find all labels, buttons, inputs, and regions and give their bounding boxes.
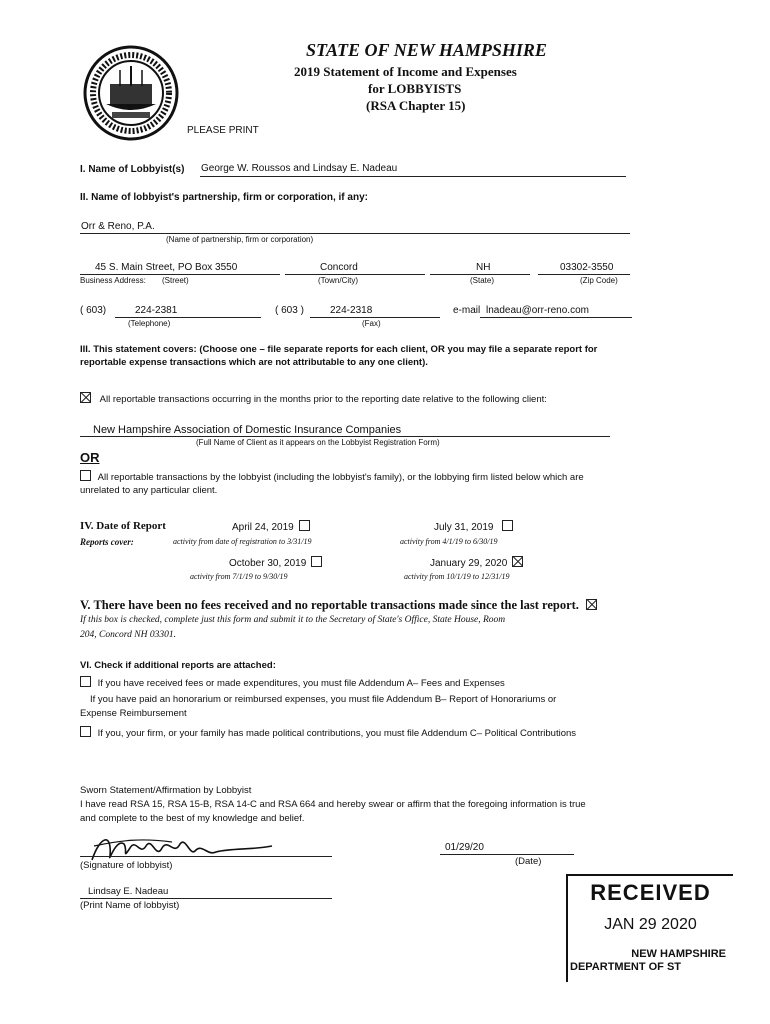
state-seal xyxy=(82,44,180,142)
document-title: STATE OF NEW HAMPSHIRE xyxy=(306,40,547,60)
phone-area-code: ( 603) xyxy=(80,305,107,316)
signature-date-value[interactable]: 01/29/20 xyxy=(445,842,484,853)
unrelated-option-label-2: unrelated to any particular client. xyxy=(80,485,218,496)
signature-caption: (Signature of lobbyist) xyxy=(80,860,173,871)
report-date-jan-activity: activity from 10/1/19 to 12/31/19 xyxy=(404,572,510,581)
street-caption: (Street) xyxy=(162,276,189,285)
statement-covers-text: III. This statement covers: (Choose one – file separate reports for each client, OR you may file a separate report for xyxy=(80,344,598,355)
report-date-jul-label: July 31, 2019 xyxy=(434,522,494,533)
document-subtitle-lobbyists: for LOBBYISTS xyxy=(368,81,462,96)
addendum-c-checkbox[interactable] xyxy=(80,726,91,737)
city-value[interactable]: Concord xyxy=(320,262,358,273)
report-date-jan[interactable] xyxy=(430,556,525,569)
addendum-a-option[interactable] xyxy=(78,676,505,689)
sworn-heading: Sworn Statement/Affirmation by Lobbyist xyxy=(80,785,252,796)
unrelated-option-checkbox[interactable] xyxy=(80,470,91,481)
print-name-caption: (Print Name of lobbyist) xyxy=(80,900,180,911)
addendum-a-label: If you have received fees or made expenditures, you must file Addendum A– Fees and Expenses xyxy=(97,678,505,689)
stamp-new-hampshire: NEW HAMPSHIRE xyxy=(631,948,726,960)
print-name-value[interactable]: Lindsay E. Nadeau xyxy=(88,886,169,897)
addendum-c-option[interactable] xyxy=(78,726,576,739)
firm-name-label: II. Name of lobbyist's partnership, firm or corporation, if any: xyxy=(80,192,368,203)
report-date-oct-checkbox[interactable] xyxy=(311,556,322,567)
client-option-checkbox[interactable] xyxy=(80,392,91,403)
phone-value[interactable]: 224-2381 xyxy=(135,305,178,316)
lobbyist-name-label: I. Name of Lobbyist(s) xyxy=(80,164,185,175)
no-fees-checkbox[interactable] xyxy=(586,599,597,610)
report-date-oct-label: October 30, 2019 xyxy=(229,558,307,569)
fax-value[interactable]: 224-2318 xyxy=(330,305,373,316)
unrelated-option-label: All reportable transactions by the lobbyist (including the lobbyist's family), or the lobbying firm listed below which are xyxy=(97,472,584,483)
no-fees-statement[interactable] xyxy=(80,598,599,613)
client-name-value[interactable]: New Hampshire Association of Domestic Insurance Companies xyxy=(93,424,402,436)
report-date-apr[interactable] xyxy=(232,520,312,533)
no-fees-note-2: 204, Concord NH 03301. xyxy=(80,630,176,640)
or-divider: OR xyxy=(80,450,100,465)
report-date-apr-label: April 24, 2019 xyxy=(232,522,294,533)
report-date-oct[interactable] xyxy=(229,556,324,569)
report-date-jul-checkbox[interactable] xyxy=(502,520,513,531)
addendum-c-label: If you, your firm, or your family has made political contributions, you must file Addendum C– Political Contributions xyxy=(97,728,577,739)
report-date-apr-activity: activity from date of registration to 3/31/19 xyxy=(173,537,312,546)
street-value[interactable]: 45 S. Main Street, PO Box 3550 xyxy=(95,262,238,273)
date-of-report-label: IV. Date of Report xyxy=(80,520,166,532)
received-stamp xyxy=(566,874,733,982)
report-date-oct-activity: activity from 7/1/19 to 9/30/19 xyxy=(190,572,288,581)
email-label: e-mail xyxy=(453,305,481,316)
state-value[interactable]: NH xyxy=(476,262,491,273)
unrelated-option[interactable] xyxy=(78,470,584,483)
fax-area-code: ( 603 ) xyxy=(275,305,304,316)
firm-name-value[interactable]: Orr & Reno, P.A. xyxy=(81,221,155,232)
document-subtitle-rsa: (RSA Chapter 15) xyxy=(366,98,466,113)
no-fees-note: If this box is checked, complete just this form and submit it to the Secretary of State's Office, State House, Room xyxy=(80,615,506,625)
report-date-jan-checkbox[interactable] xyxy=(512,556,523,567)
statement-covers-text-2: reportable expense transactions which are not attributable to any one client). xyxy=(80,357,428,368)
report-date-jan-label: January 29, 2020 xyxy=(430,558,508,569)
addendum-b-label-2: Expense Reimbursement xyxy=(80,708,187,719)
stamp-received: RECEIVED xyxy=(590,880,711,905)
zip-caption: (Zip Code) xyxy=(580,276,618,285)
addendum-a-checkbox[interactable] xyxy=(80,676,91,687)
stamp-date: JAN 29 2020 xyxy=(604,916,697,933)
report-date-jul[interactable] xyxy=(434,520,515,533)
lobbyist-name-value[interactable]: George W. Roussos and Lindsay E. Nadeau xyxy=(201,163,398,174)
client-name-caption: (Full Name of Client as it appears on the Lobbyist Registration Form) xyxy=(196,438,440,447)
sworn-text-2: and complete to the best of my knowledge and belief. xyxy=(80,813,305,824)
client-option[interactable] xyxy=(78,392,547,405)
client-option-label: All reportable transactions occurring in the months prior to the reporting date relative to the following client: xyxy=(99,394,547,405)
firm-name-caption: (Name of partnership, firm or corporation) xyxy=(166,235,314,244)
report-date-jul-activity: activity from 4/1/19 to 6/30/19 xyxy=(400,537,498,546)
business-address-caption: Business Address: xyxy=(80,276,146,285)
please-print-label: PLEASE PRINT xyxy=(187,125,259,136)
stamp-department: DEPARTMENT OF ST xyxy=(570,961,682,973)
no-fees-statement-label: V. There have been no fees received and no reportable transactions made since the last report. xyxy=(80,598,579,612)
report-date-apr-checkbox[interactable] xyxy=(299,520,310,531)
document-subtitle: 2019 Statement of Income and Expenses xyxy=(294,64,517,79)
state-seal-icon xyxy=(82,44,180,142)
city-caption: (Town/City) xyxy=(318,276,359,285)
telephone-caption: (Telephone) xyxy=(128,319,171,328)
sworn-text: I have read RSA 15, RSA 15-B, RSA 14-C and RSA 664 and hereby swear or affirm that the foregoing information is true xyxy=(80,799,586,810)
reports-cover-label: Reports cover: xyxy=(80,537,134,547)
additional-reports-label: VI. Check if additional reports are attached: xyxy=(80,660,276,671)
email-value[interactable]: lnadeau@orr-reno.com xyxy=(486,305,589,316)
fax-caption: (Fax) xyxy=(362,319,381,328)
date-caption: (Date) xyxy=(515,856,542,867)
zip-value[interactable]: 03302-3550 xyxy=(560,262,614,273)
state-caption: (State) xyxy=(470,276,495,285)
addendum-b-label: If you have paid an honorarium or reimbursed expenses, you must file Addendum B– Report of Honorariums or xyxy=(90,694,557,705)
